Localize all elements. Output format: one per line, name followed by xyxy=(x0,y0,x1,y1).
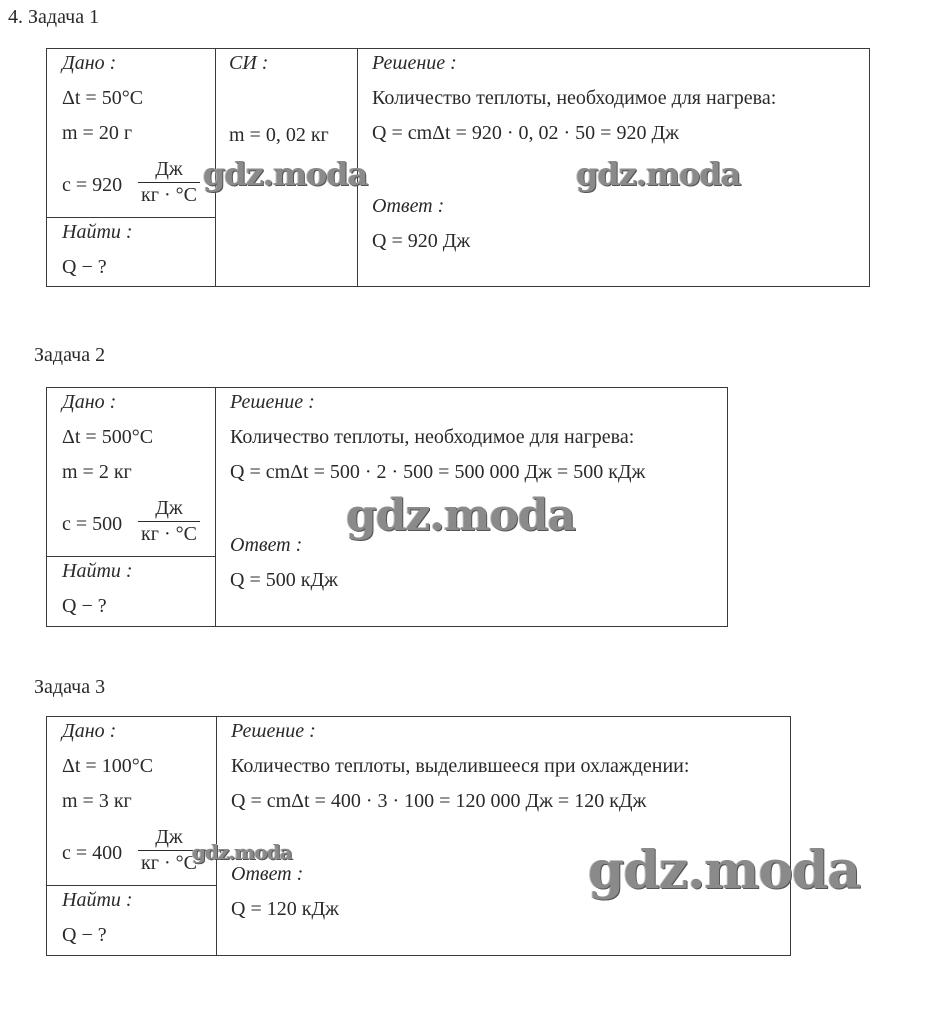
watermark-logo: gdz.moda xyxy=(192,840,292,864)
task2-unit-fraction xyxy=(138,497,200,546)
task3-specific-heat: c = 400 xyxy=(62,842,123,864)
task1-specific-heat: c = 920 xyxy=(62,174,123,196)
task2-unit-numerator: Дж xyxy=(138,497,200,522)
task1-find-label: Найти : xyxy=(62,221,133,243)
task3-solution-text: Количество теплоты, выделившееся при охлаждении: xyxy=(231,755,690,777)
task2-solution-label: Решение : xyxy=(230,391,315,413)
task3-solution-label: Решение : xyxy=(231,720,316,742)
task2-find-label: Найти : xyxy=(62,560,133,582)
watermark-logo: gdz.moda xyxy=(588,840,861,901)
task2-delta-t: Δt = 500°C xyxy=(62,426,154,448)
task2-given-label: Дано : xyxy=(62,391,117,413)
task1-si-mass: m = 0, 02 кг xyxy=(229,124,329,146)
task2-solution-text: Количество теплоты, необходимое для нагрева: xyxy=(230,426,635,448)
task2-specific-heat: c = 500 xyxy=(62,513,123,535)
task1-formula: Q = cmΔt = 920 · 0, 02 · 50 = 920 Дж xyxy=(372,122,679,144)
task2-unit-denominator: кг · °C xyxy=(141,523,197,545)
task3-answer: Q = 120 кДж xyxy=(231,898,339,920)
task1-solution-label: Решение : xyxy=(372,52,457,74)
task1-si-label: СИ : xyxy=(229,52,269,74)
task3-answer-label: Ответ : xyxy=(231,863,304,885)
task2-divider-given xyxy=(215,387,216,627)
task1-find-value: Q − ? xyxy=(62,256,107,278)
task3-formula: Q = cmΔt = 400 · 3 · 100 = 120 000 Дж = 120 кДж xyxy=(231,790,647,812)
watermark-logo: gdz.moda xyxy=(346,490,576,541)
task2-answer: Q = 500 кДж xyxy=(230,569,338,591)
task3-divider-given xyxy=(216,716,217,956)
task1-unit-denominator: кг · °C xyxy=(141,184,197,206)
task3-mass: m = 3 кг xyxy=(62,790,132,812)
task1-solution-text: Количество теплоты, необходимое для нагрева: xyxy=(372,87,777,109)
task2-formula: Q = cmΔt = 500 · 2 · 500 = 500 000 Дж = 500 кДж xyxy=(230,461,646,483)
task2-divider-find xyxy=(46,556,216,557)
task1-given-label: Дано : xyxy=(62,52,117,74)
watermark-logo: gdz.moda xyxy=(576,155,741,193)
task3-find-value: Q − ? xyxy=(62,924,107,946)
task3-unit-numerator: Дж xyxy=(138,826,200,851)
task3-find-label: Найти : xyxy=(62,889,133,911)
task2-mass: m = 2 кг xyxy=(62,461,132,483)
task1-heading: 4. Задача 1 xyxy=(8,6,100,28)
task1-mass: m = 20 г xyxy=(62,122,133,144)
task3-unit-fraction xyxy=(138,826,200,875)
task3-given-label: Дано : xyxy=(62,720,117,742)
watermark-logo: gdz.moda xyxy=(203,155,368,193)
task1-delta-t: Δt = 50°C xyxy=(62,87,144,109)
task3-divider-find xyxy=(46,885,217,886)
task1-divider-find xyxy=(46,217,216,218)
task2-heading: Задача 2 xyxy=(34,344,106,366)
task2-answer-label: Ответ : xyxy=(230,534,303,556)
task3-delta-t: Δt = 100°C xyxy=(62,755,154,777)
task1-answer: Q = 920 Дж xyxy=(372,230,471,252)
task1-answer-label: Ответ : xyxy=(372,195,445,217)
task3-unit-denominator: кг · °C xyxy=(141,852,197,874)
task1-unit-numerator: Дж xyxy=(138,158,200,183)
task3-heading: Задача 3 xyxy=(34,676,106,698)
task1-unit-fraction xyxy=(138,158,200,207)
task2-find-value: Q − ? xyxy=(62,595,107,617)
